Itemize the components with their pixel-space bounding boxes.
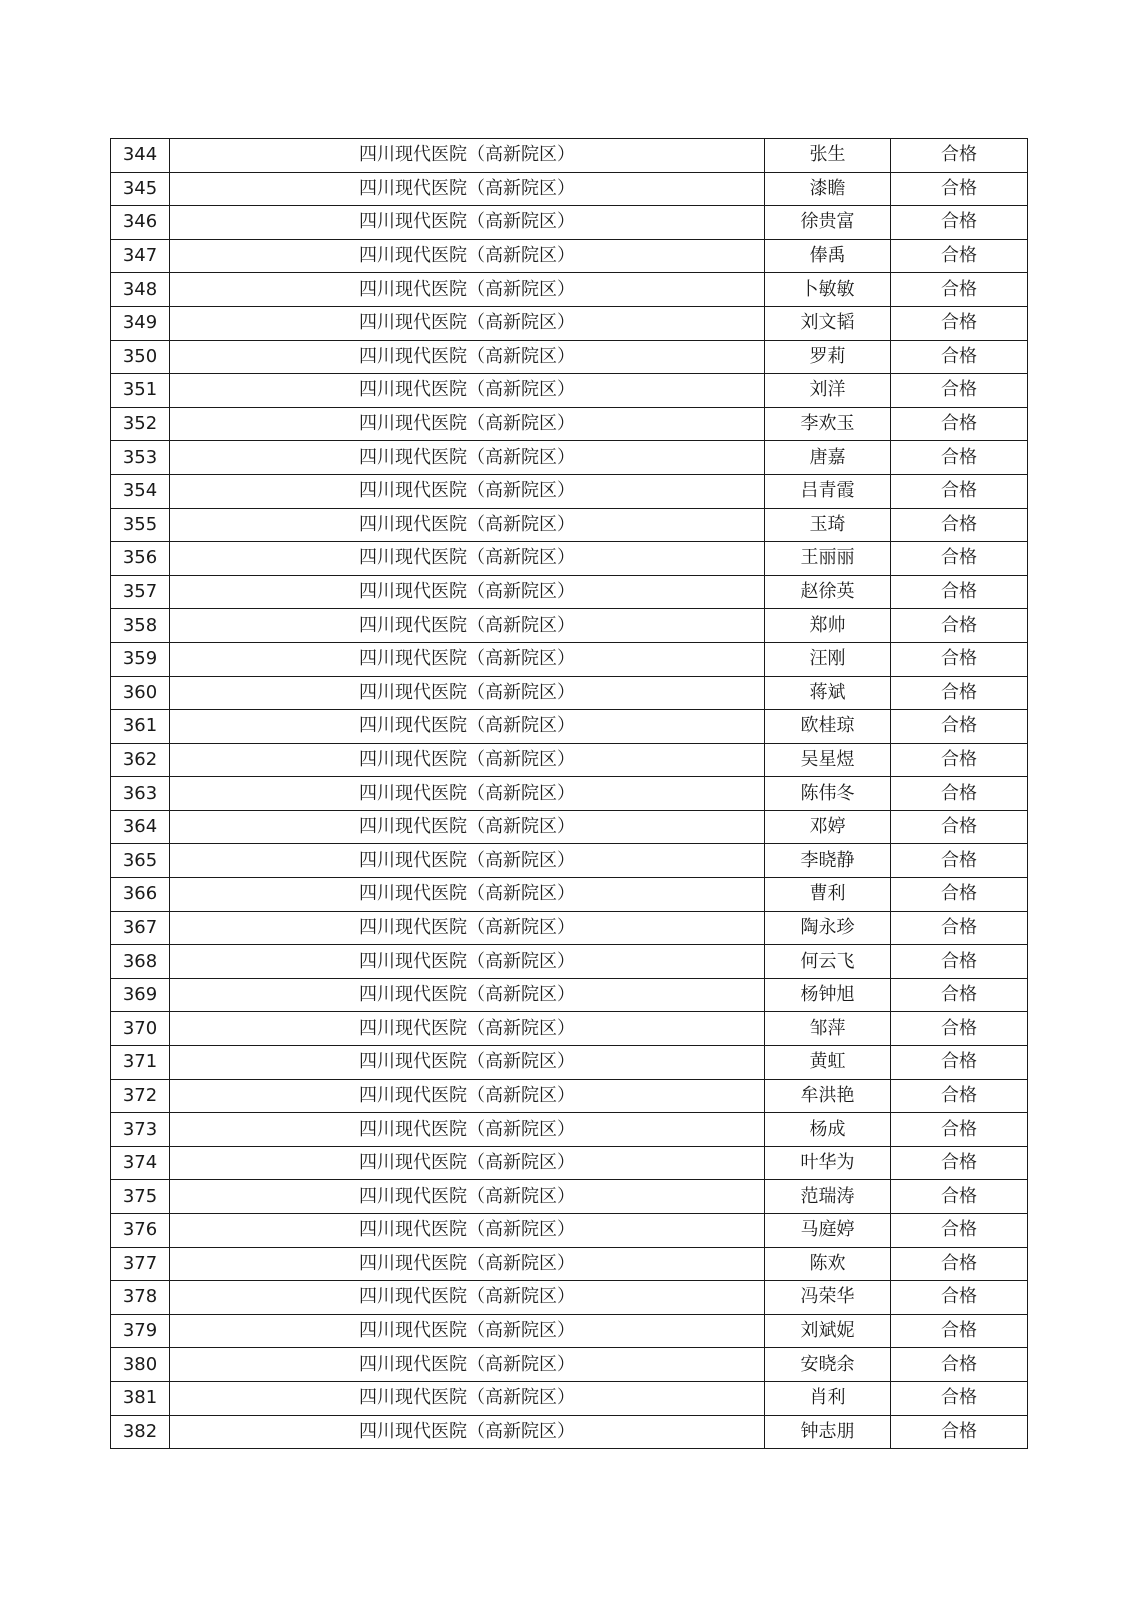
table-row <box>111 206 1028 240</box>
table-row <box>111 710 1028 744</box>
person-name-cell: 曹利 <box>765 878 891 912</box>
row-number-cell: 345 <box>111 172 170 206</box>
person-name-cell: 赵徐英 <box>765 575 891 609</box>
result-cell: 合格 <box>891 743 1028 777</box>
organization-cell: 四川现代医院（高新院区） <box>170 508 765 542</box>
row-number-cell: 367 <box>111 911 170 945</box>
result-cell: 合格 <box>891 1113 1028 1147</box>
person-name-cell: 杨钟旭 <box>765 978 891 1012</box>
row-number-cell: 360 <box>111 676 170 710</box>
organization-cell: 四川现代医院（高新院区） <box>170 1146 765 1180</box>
organization-cell: 四川现代医院（高新院区） <box>170 306 765 340</box>
organization-cell: 四川现代医院（高新院区） <box>170 1214 765 1248</box>
person-name-cell: 马庭婷 <box>765 1214 891 1248</box>
person-name-cell: 陈伟冬 <box>765 777 891 811</box>
result-cell: 合格 <box>891 508 1028 542</box>
result-cell: 合格 <box>891 542 1028 576</box>
table-row <box>111 1046 1028 1080</box>
organization-cell: 四川现代医院（高新院区） <box>170 542 765 576</box>
organization-cell: 四川现代医院（高新院区） <box>170 206 765 240</box>
organization-cell: 四川现代医院（高新院区） <box>170 340 765 374</box>
organization-cell: 四川现代医院（高新院区） <box>170 1247 765 1281</box>
table-row <box>111 340 1028 374</box>
table-row <box>111 374 1028 408</box>
table-row <box>111 239 1028 273</box>
organization-cell: 四川现代医院（高新院区） <box>170 777 765 811</box>
result-cell: 合格 <box>891 172 1028 206</box>
row-number-cell: 369 <box>111 978 170 1012</box>
table-row <box>111 1281 1028 1315</box>
organization-cell: 四川现代医院（高新院区） <box>170 139 765 173</box>
result-cell: 合格 <box>891 575 1028 609</box>
person-name-cell: 叶华为 <box>765 1146 891 1180</box>
person-name-cell: 吕青霞 <box>765 474 891 508</box>
result-cell: 合格 <box>891 1314 1028 1348</box>
result-cell: 合格 <box>891 777 1028 811</box>
result-cell: 合格 <box>891 676 1028 710</box>
person-name-cell: 罗莉 <box>765 340 891 374</box>
result-cell: 合格 <box>891 978 1028 1012</box>
table-row <box>111 978 1028 1012</box>
row-number-cell: 359 <box>111 642 170 676</box>
table-row <box>111 1348 1028 1382</box>
organization-cell: 四川现代医院（高新院区） <box>170 810 765 844</box>
person-name-cell: 刘文韬 <box>765 306 891 340</box>
row-number-cell: 374 <box>111 1146 170 1180</box>
organization-cell: 四川现代医院（高新院区） <box>170 172 765 206</box>
row-number-cell: 352 <box>111 407 170 441</box>
person-name-cell: 刘斌妮 <box>765 1314 891 1348</box>
row-number-cell: 348 <box>111 273 170 307</box>
row-number-cell: 347 <box>111 239 170 273</box>
table-row <box>111 777 1028 811</box>
organization-cell: 四川现代医院（高新院区） <box>170 575 765 609</box>
result-cell: 合格 <box>891 1046 1028 1080</box>
row-number-cell: 371 <box>111 1046 170 1080</box>
result-cell: 合格 <box>891 1146 1028 1180</box>
row-number-cell: 381 <box>111 1381 170 1415</box>
result-cell: 合格 <box>891 139 1028 173</box>
table-row <box>111 1247 1028 1281</box>
result-cell: 合格 <box>891 844 1028 878</box>
result-cell: 合格 <box>891 1180 1028 1214</box>
table-row <box>111 441 1028 475</box>
organization-cell: 四川现代医院（高新院区） <box>170 1281 765 1315</box>
row-number-cell: 377 <box>111 1247 170 1281</box>
result-cell: 合格 <box>891 710 1028 744</box>
person-name-cell: 何云飞 <box>765 945 891 979</box>
row-number-cell: 350 <box>111 340 170 374</box>
organization-cell: 四川现代医院（高新院区） <box>170 1348 765 1382</box>
person-name-cell: 冯荣华 <box>765 1281 891 1315</box>
person-name-cell: 张生 <box>765 139 891 173</box>
result-cell: 合格 <box>891 374 1028 408</box>
table-row <box>111 407 1028 441</box>
organization-cell: 四川现代医院（高新院区） <box>170 710 765 744</box>
table-row <box>111 542 1028 576</box>
organization-cell: 四川现代医院（高新院区） <box>170 945 765 979</box>
organization-cell: 四川现代医院（高新院区） <box>170 239 765 273</box>
table-row <box>111 844 1028 878</box>
person-name-cell: 杨成 <box>765 1113 891 1147</box>
person-name-cell: 吴星煜 <box>765 743 891 777</box>
row-number-cell: 353 <box>111 441 170 475</box>
row-number-cell: 356 <box>111 542 170 576</box>
person-name-cell: 陶永珍 <box>765 911 891 945</box>
organization-cell: 四川现代医院（高新院区） <box>170 1415 765 1449</box>
table-row <box>111 306 1028 340</box>
result-cell: 合格 <box>891 911 1028 945</box>
person-name-cell: 卜敏敏 <box>765 273 891 307</box>
results-table-body <box>111 139 1028 1449</box>
organization-cell: 四川现代医院（高新院区） <box>170 374 765 408</box>
organization-cell: 四川现代医院（高新院区） <box>170 407 765 441</box>
organization-cell: 四川现代医院（高新院区） <box>170 1381 765 1415</box>
table-row <box>111 1381 1028 1415</box>
organization-cell: 四川现代医院（高新院区） <box>170 1012 765 1046</box>
row-number-cell: 378 <box>111 1281 170 1315</box>
table-row <box>111 474 1028 508</box>
person-name-cell: 李晓静 <box>765 844 891 878</box>
row-number-cell: 355 <box>111 508 170 542</box>
organization-cell: 四川现代医院（高新院区） <box>170 1314 765 1348</box>
result-cell: 合格 <box>891 878 1028 912</box>
table-row <box>111 1146 1028 1180</box>
organization-cell: 四川现代医院（高新院区） <box>170 642 765 676</box>
row-number-cell: 372 <box>111 1079 170 1113</box>
result-cell: 合格 <box>891 273 1028 307</box>
organization-cell: 四川现代医院（高新院区） <box>170 978 765 1012</box>
result-cell: 合格 <box>891 474 1028 508</box>
result-cell: 合格 <box>891 1415 1028 1449</box>
person-name-cell: 欧桂琼 <box>765 710 891 744</box>
row-number-cell: 366 <box>111 878 170 912</box>
person-name-cell: 李欢玉 <box>765 407 891 441</box>
result-cell: 合格 <box>891 206 1028 240</box>
person-name-cell: 安晓余 <box>765 1348 891 1382</box>
row-number-cell: 349 <box>111 306 170 340</box>
person-name-cell: 汪刚 <box>765 642 891 676</box>
row-number-cell: 354 <box>111 474 170 508</box>
table-row <box>111 172 1028 206</box>
row-number-cell: 365 <box>111 844 170 878</box>
table-row <box>111 1180 1028 1214</box>
table-row <box>111 642 1028 676</box>
organization-cell: 四川现代医院（高新院区） <box>170 1113 765 1147</box>
person-name-cell: 黄虹 <box>765 1046 891 1080</box>
table-row <box>111 743 1028 777</box>
person-name-cell: 玉琦 <box>765 508 891 542</box>
row-number-cell: 344 <box>111 139 170 173</box>
table-row <box>111 273 1028 307</box>
table-row <box>111 945 1028 979</box>
organization-cell: 四川现代医院（高新院区） <box>170 1079 765 1113</box>
table-row <box>111 508 1028 542</box>
result-cell: 合格 <box>891 1012 1028 1046</box>
person-name-cell: 陈欢 <box>765 1247 891 1281</box>
row-number-cell: 375 <box>111 1180 170 1214</box>
row-number-cell: 357 <box>111 575 170 609</box>
table-row <box>111 676 1028 710</box>
organization-cell: 四川现代医院（高新院区） <box>170 911 765 945</box>
row-number-cell: 364 <box>111 810 170 844</box>
result-cell: 合格 <box>891 810 1028 844</box>
result-cell: 合格 <box>891 945 1028 979</box>
organization-cell: 四川现代医院（高新院区） <box>170 273 765 307</box>
organization-cell: 四川现代医院（高新院区） <box>170 878 765 912</box>
organization-cell: 四川现代医院（高新院区） <box>170 844 765 878</box>
row-number-cell: 379 <box>111 1314 170 1348</box>
table-row <box>111 139 1028 173</box>
result-cell: 合格 <box>891 1079 1028 1113</box>
table-row <box>111 878 1028 912</box>
organization-cell: 四川现代医院（高新院区） <box>170 676 765 710</box>
person-name-cell: 邹萍 <box>765 1012 891 1046</box>
result-cell: 合格 <box>891 609 1028 643</box>
person-name-cell: 唐嘉 <box>765 441 891 475</box>
row-number-cell: 351 <box>111 374 170 408</box>
person-name-cell: 漆瞻 <box>765 172 891 206</box>
organization-cell: 四川现代医院（高新院区） <box>170 609 765 643</box>
result-cell: 合格 <box>891 1247 1028 1281</box>
result-cell: 合格 <box>891 1281 1028 1315</box>
table-row <box>111 810 1028 844</box>
person-name-cell: 钟志朋 <box>765 1415 891 1449</box>
table-row <box>111 1079 1028 1113</box>
row-number-cell: 358 <box>111 609 170 643</box>
result-cell: 合格 <box>891 239 1028 273</box>
person-name-cell: 王丽丽 <box>765 542 891 576</box>
row-number-cell: 363 <box>111 777 170 811</box>
table-row <box>111 1012 1028 1046</box>
row-number-cell: 380 <box>111 1348 170 1382</box>
person-name-cell: 肖利 <box>765 1381 891 1415</box>
table-row <box>111 911 1028 945</box>
person-name-cell: 徐贵富 <box>765 206 891 240</box>
result-cell: 合格 <box>891 306 1028 340</box>
person-name-cell: 郑帅 <box>765 609 891 643</box>
row-number-cell: 382 <box>111 1415 170 1449</box>
person-name-cell: 范瑞涛 <box>765 1180 891 1214</box>
row-number-cell: 373 <box>111 1113 170 1147</box>
result-cell: 合格 <box>891 642 1028 676</box>
person-name-cell: 蒋斌 <box>765 676 891 710</box>
row-number-cell: 346 <box>111 206 170 240</box>
person-name-cell: 俸禹 <box>765 239 891 273</box>
row-number-cell: 370 <box>111 1012 170 1046</box>
result-cell: 合格 <box>891 407 1028 441</box>
table-row <box>111 575 1028 609</box>
row-number-cell: 361 <box>111 710 170 744</box>
row-number-cell: 368 <box>111 945 170 979</box>
organization-cell: 四川现代医院（高新院区） <box>170 743 765 777</box>
table-row <box>111 1214 1028 1248</box>
table-row <box>111 1415 1028 1449</box>
person-name-cell: 刘洋 <box>765 374 891 408</box>
table-row <box>111 609 1028 643</box>
row-number-cell: 376 <box>111 1214 170 1248</box>
person-name-cell: 牟洪艳 <box>765 1079 891 1113</box>
person-name-cell: 邓婷 <box>765 810 891 844</box>
results-table <box>110 138 1028 1449</box>
organization-cell: 四川现代医院（高新院区） <box>170 441 765 475</box>
organization-cell: 四川现代医院（高新院区） <box>170 474 765 508</box>
result-cell: 合格 <box>891 1381 1028 1415</box>
result-cell: 合格 <box>891 1348 1028 1382</box>
organization-cell: 四川现代医院（高新院区） <box>170 1180 765 1214</box>
organization-cell: 四川现代医院（高新院区） <box>170 1046 765 1080</box>
result-cell: 合格 <box>891 1214 1028 1248</box>
result-cell: 合格 <box>891 441 1028 475</box>
result-cell: 合格 <box>891 340 1028 374</box>
row-number-cell: 362 <box>111 743 170 777</box>
table-row <box>111 1113 1028 1147</box>
table-row <box>111 1314 1028 1348</box>
